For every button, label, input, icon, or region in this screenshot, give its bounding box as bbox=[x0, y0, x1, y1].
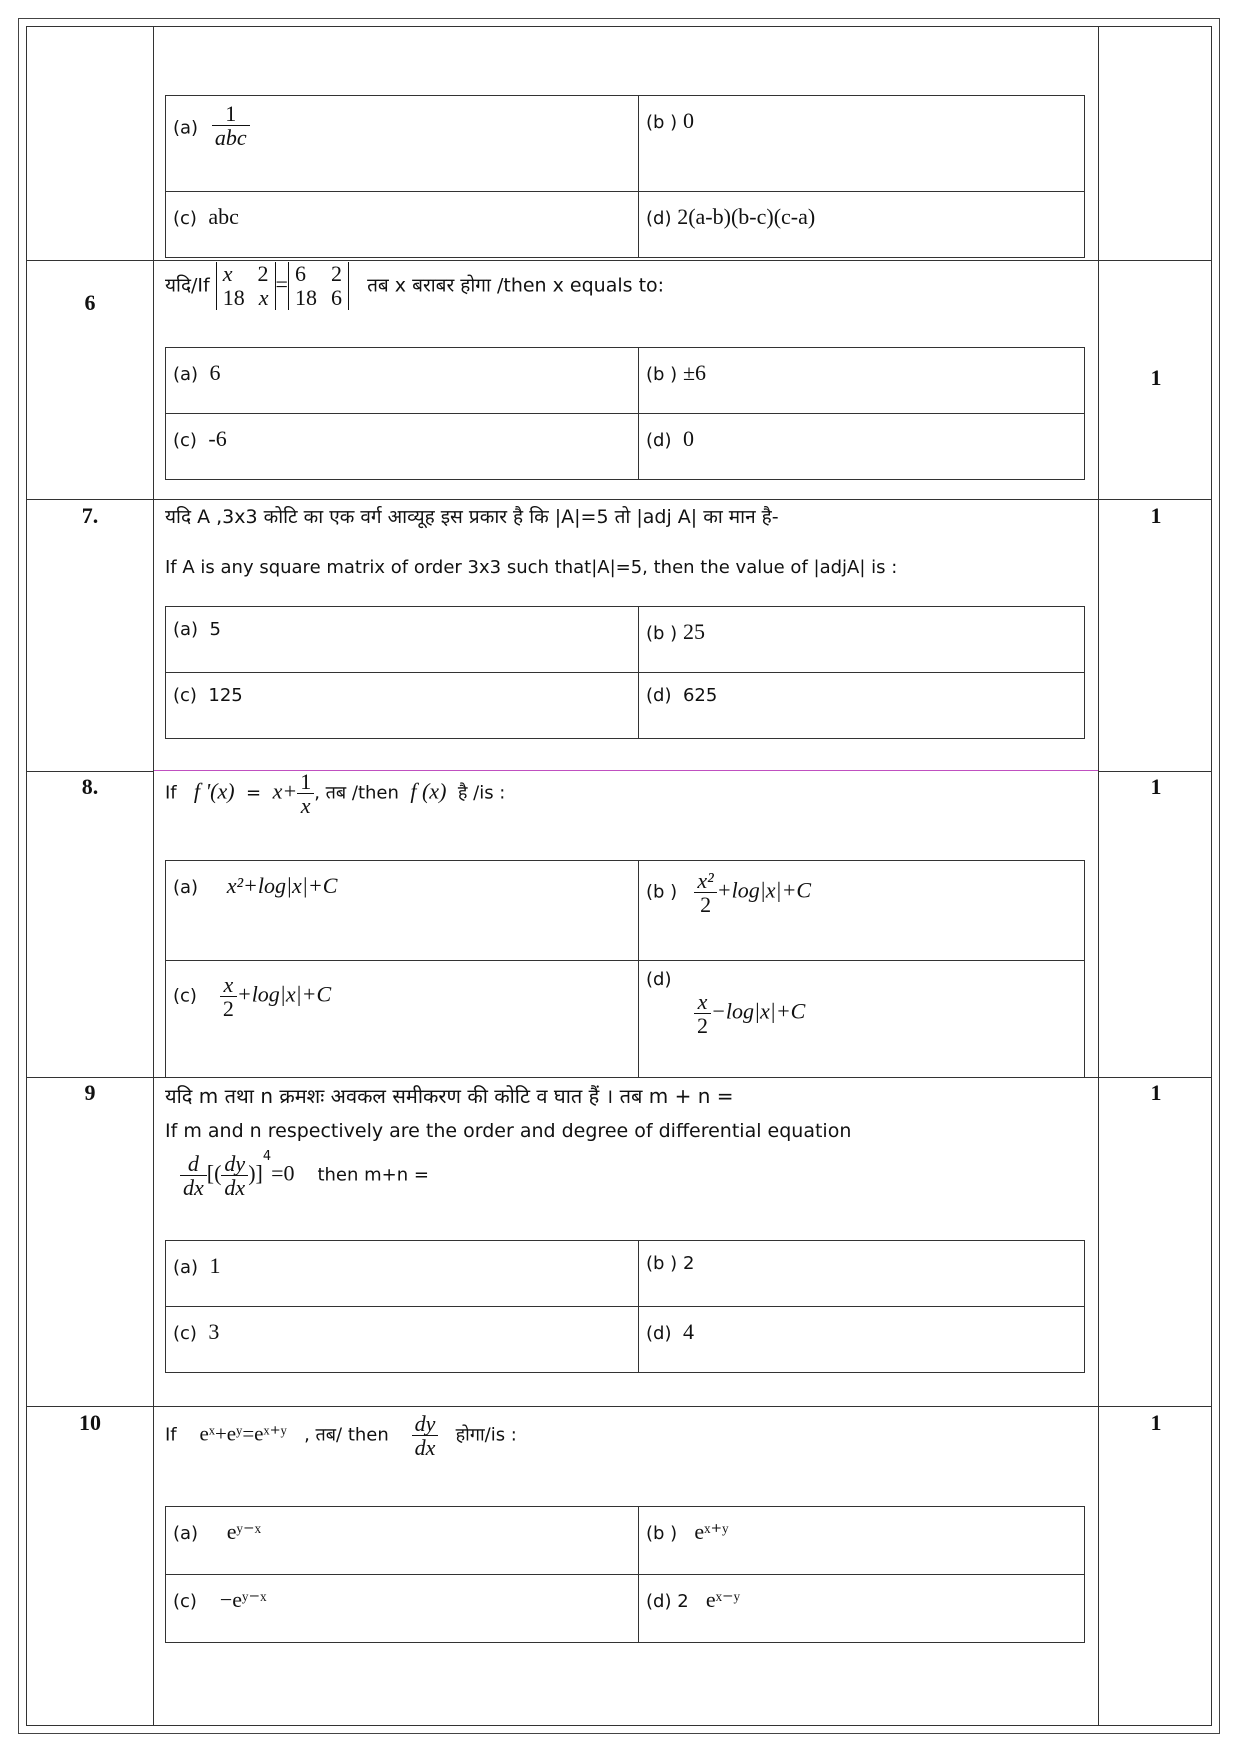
options-table-q10 bbox=[165, 1506, 1085, 1643]
question-mark: 1 bbox=[1150, 1410, 1162, 1435]
option-a: (a) 5 bbox=[166, 607, 639, 673]
option-d: (d) 2(a-b)(b-c)(c-a) bbox=[639, 192, 1085, 258]
fraction: $\frac{1}{\text{abc}}$ bbox=[212, 102, 250, 149]
question-text-english: If m and n respectively are the order and degree of differential equation bbox=[165, 1120, 852, 1142]
row-divider bbox=[26, 771, 154, 772]
option-b: (b ) 2 bbox=[639, 1241, 1085, 1307]
question-number: 7. bbox=[81, 503, 99, 528]
question-mark: 1 bbox=[1150, 365, 1162, 390]
question-text: If f '(x) = x+ $\frac{1}{x}$ , तब /then f (x) है /is : bbox=[165, 769, 506, 819]
question-mark: 1 bbox=[1150, 774, 1162, 799]
question-text: If eˣ+eʸ=eˣ⁺ʸ , तब/ then $\frac{dy}{dx}$ होगा/is : bbox=[165, 1411, 517, 1461]
option-c: (c) -6 bbox=[166, 414, 639, 480]
options-table-q6 bbox=[165, 347, 1085, 480]
question-number: 6 bbox=[84, 290, 96, 315]
determinant-right: 6 2 18 6 bbox=[288, 262, 349, 310]
column-divider-number bbox=[153, 26, 154, 1726]
column-divider-marks bbox=[1098, 26, 1099, 1726]
row-divider bbox=[26, 499, 1212, 500]
fraction: $\frac{dy}{dx}$ bbox=[412, 1412, 439, 1459]
option-c: (c) abc bbox=[166, 192, 639, 258]
fraction: $\frac{1}{x}$ bbox=[297, 770, 314, 817]
option-d: (d) 0 bbox=[639, 414, 1085, 480]
options-table-q7 bbox=[165, 606, 1085, 739]
option-b: (b ) 0 bbox=[639, 96, 1085, 192]
option-d: (d) 2 eˣ⁻ʸ bbox=[639, 1575, 1085, 1643]
fraction: $\frac{x}{2}$ bbox=[694, 990, 711, 1037]
fraction: $\frac{x}{2}$ bbox=[220, 973, 237, 1020]
question-number: 10 bbox=[79, 1410, 101, 1435]
option-c: (c) −eʸ⁻ˣ bbox=[166, 1575, 639, 1643]
option-b: (b ) eˣ⁺ʸ bbox=[639, 1507, 1085, 1575]
option-a: (a) $\frac{1}{\text{abc}}$ bbox=[166, 96, 639, 192]
question-text-english: If A is any square matrix of order 3x3 such that|A|=5, then the value of |adjA| is : bbox=[165, 557, 898, 578]
question-number: 8. bbox=[81, 774, 99, 799]
question-mark: 1 bbox=[1150, 503, 1162, 528]
row-divider bbox=[1098, 771, 1212, 772]
option-d: (d) $\frac{x}{2}$ −log|x|+C bbox=[639, 961, 1085, 1078]
option-b: (b ) 25 bbox=[639, 607, 1085, 673]
option-b: (b ) ±6 bbox=[639, 348, 1085, 414]
option-d: (d) 625 bbox=[639, 673, 1085, 739]
option-c: (c) $\frac{x}{2}$ +log|x|+C bbox=[166, 961, 639, 1078]
question-text-hindi: यदि m तथा n क्रमशः अवकल समीकरण की कोटि व घात हैं । तब m + n = bbox=[165, 1084, 734, 1108]
option-b: (b ) $\frac{\text{x²}}{2}$ +log|x|+C bbox=[639, 861, 1085, 961]
option-a: (a) eʸ⁻ˣ bbox=[166, 1507, 639, 1575]
option-a: (a) x²+log|x|+C bbox=[166, 861, 639, 961]
option-c: (c) 125 bbox=[166, 673, 639, 739]
options-table-q9 bbox=[165, 1240, 1085, 1373]
fraction: $\frac{dy}{dx}$ bbox=[221, 1152, 248, 1199]
options-table-q8 bbox=[165, 860, 1085, 1078]
fraction: $\frac{\text{x²}}{2}$ bbox=[694, 869, 716, 916]
options-table-q5 bbox=[165, 95, 1085, 258]
question-number: 9 bbox=[84, 1080, 96, 1105]
option-a: (a) 6 bbox=[166, 348, 639, 414]
determinant-left: x 2 18 x bbox=[216, 262, 276, 310]
differential-equation: $\frac{d}{dx}$ [( $\frac{dy}{dx}$ )]$^4$=0 then m+n = bbox=[180, 1152, 429, 1199]
question-mark: 1 bbox=[1150, 1080, 1162, 1105]
option-d: (d) 4 bbox=[639, 1307, 1085, 1373]
fraction: $\frac{d}{dx}$ bbox=[180, 1152, 207, 1199]
row-divider bbox=[26, 1406, 1212, 1407]
row-divider bbox=[26, 260, 1212, 261]
question-text-hindi: यदि A ,3x3 कोटि का एक वर्ग आव्यूह इस प्रकार है कि |A|=5 तो |adj A| का मान है- bbox=[165, 506, 779, 528]
option-a: (a) 1 bbox=[166, 1241, 639, 1307]
question-text: यदि/If x 2 18 x = 6 2 18 6 तब x बराबर होगा /then x equals to: bbox=[165, 261, 665, 311]
option-c: (c) 3 bbox=[166, 1307, 639, 1373]
